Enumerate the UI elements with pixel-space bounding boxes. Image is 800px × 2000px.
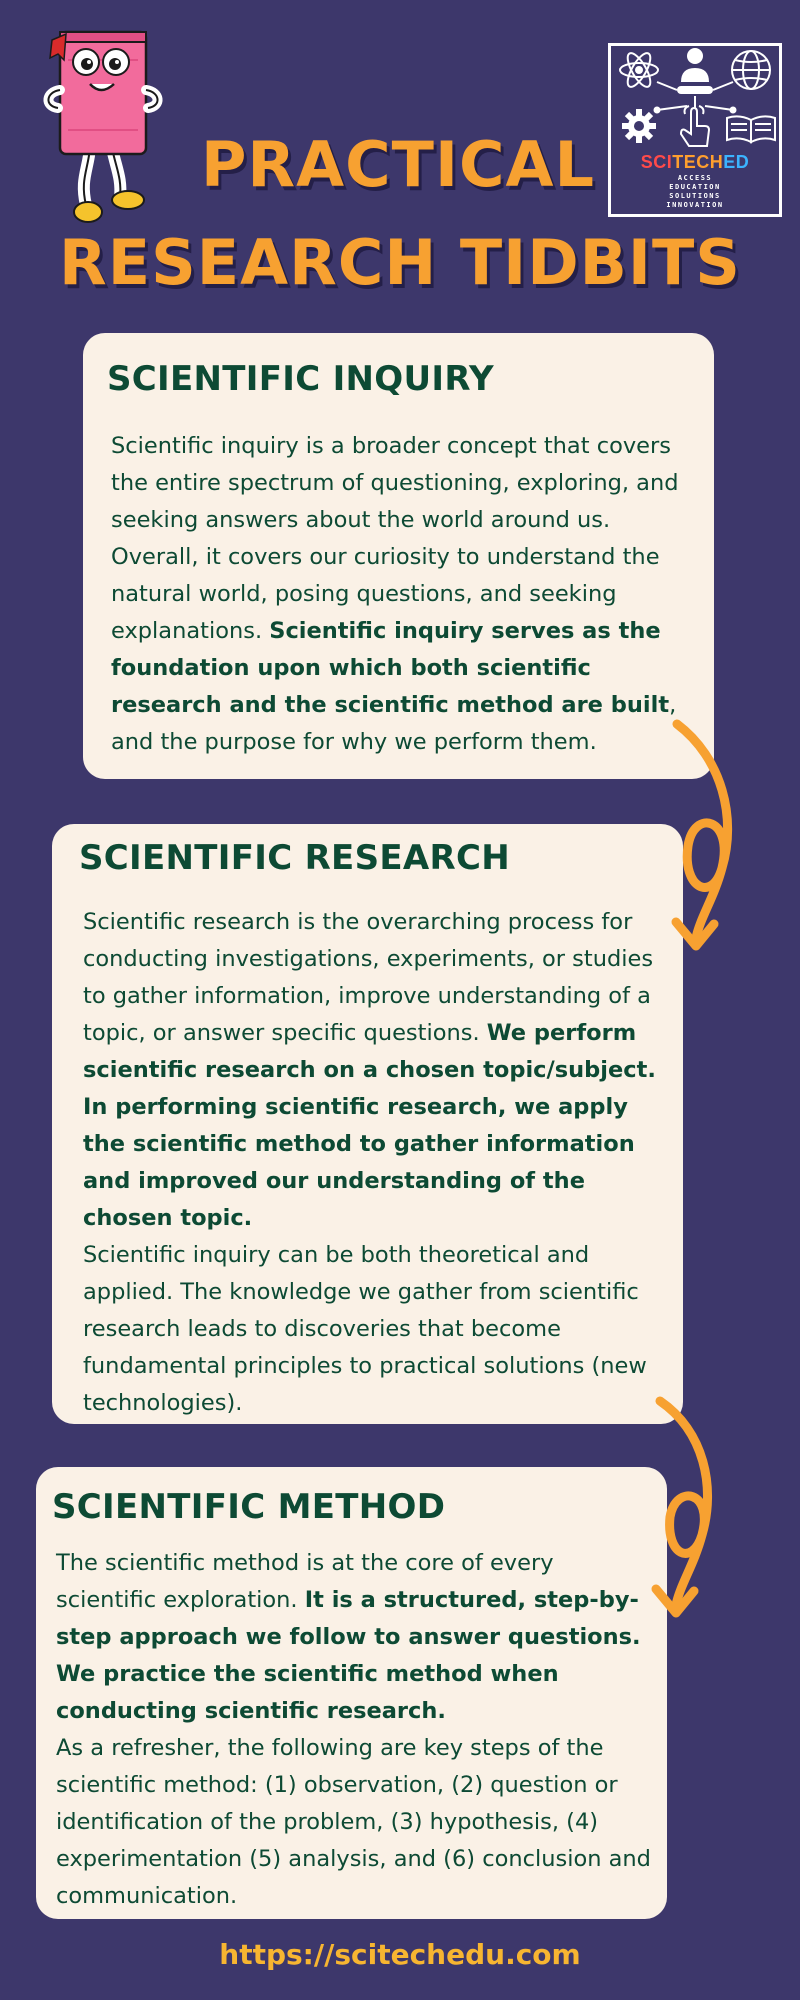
- body-text-bold: Scientific inquiry serves as the foundation upon which both scientific research and the scientific method are built: [111, 618, 670, 718]
- logo-tagline-1: ACCESS: [677, 174, 713, 182]
- body-text: Scientific research is the overarching process for conducting investigations, experiments, or studies to gather information, improve understanding of a topic, or answer specific questions.: [83, 909, 654, 1046]
- logo-tagline-2: EDUCATION: [669, 183, 721, 191]
- logo-brand-tech: TECH: [672, 152, 724, 172]
- logo-brand-sci: SCI: [640, 152, 673, 172]
- page-title-line2: RESEARCH TIDBITS: [59, 226, 741, 299]
- section-heading: SCIENTIFIC METHOD: [52, 1487, 446, 1527]
- body-text: Scientific inquiry can be both theoretical and applied. The knowledge we gather from scientific research leads to discoveries that become fundamental principles to practical solutions (new technologies).: [83, 1242, 647, 1416]
- globe-icon: [732, 51, 770, 89]
- section-heading: SCIENTIFIC INQUIRY: [107, 359, 494, 399]
- body-text: Scientific inquiry is a broader concept that covers the entire spectrum of questioning, exploring, and seeking answers about the world around us. Overall, it covers our curiosity to understand the natural world, posing questions, and seeking explanations.: [111, 433, 679, 644]
- section-body: [111, 428, 701, 761]
- body-text-bold: It is a structured, step-by-step approach we follow to answer questions. We practice the scientific method when conducting scientific research.: [56, 1587, 641, 1724]
- page-title-line1: PRACTICAL: [200, 128, 596, 201]
- section-body: [56, 1545, 656, 1915]
- body-text: The scientific method is at the core of every scientific exploration.: [56, 1550, 554, 1613]
- logo-brand-ed: ED: [723, 152, 750, 172]
- logo-tagline-3: SOLUTIONS: [669, 192, 721, 200]
- section-card-method: [36, 1467, 667, 1919]
- curly-arrow-icon: [652, 718, 752, 958]
- body-text: As a refresher, the following are key steps of the scientific method: (1) observation, (2) question or identification of the problem, (3) hypothesis, (4) experimentation (5) analysis, and (6) conclusion and communication.: [56, 1735, 651, 1909]
- body-text-bold: We perform scientific research on a chosen topic/subject. In performing scientific research, we apply the scientific method to gather information and improved our understanding of the chosen topic.: [83, 1020, 656, 1231]
- section-card-research: [52, 824, 683, 1424]
- website-link[interactable]: https://scitechedu.com: [219, 1938, 581, 1971]
- body-text: , and the purpose for why we perform them.: [111, 692, 677, 755]
- logo-tagline-4: INNOVATION: [666, 201, 724, 209]
- atom-icon: [620, 50, 658, 90]
- section-card-inquiry: [83, 333, 714, 779]
- user-icon: [677, 48, 713, 94]
- curly-arrow-icon: [636, 1395, 736, 1625]
- section-body: [83, 904, 663, 1422]
- section-heading: SCIENTIFIC RESEARCH: [79, 838, 510, 878]
